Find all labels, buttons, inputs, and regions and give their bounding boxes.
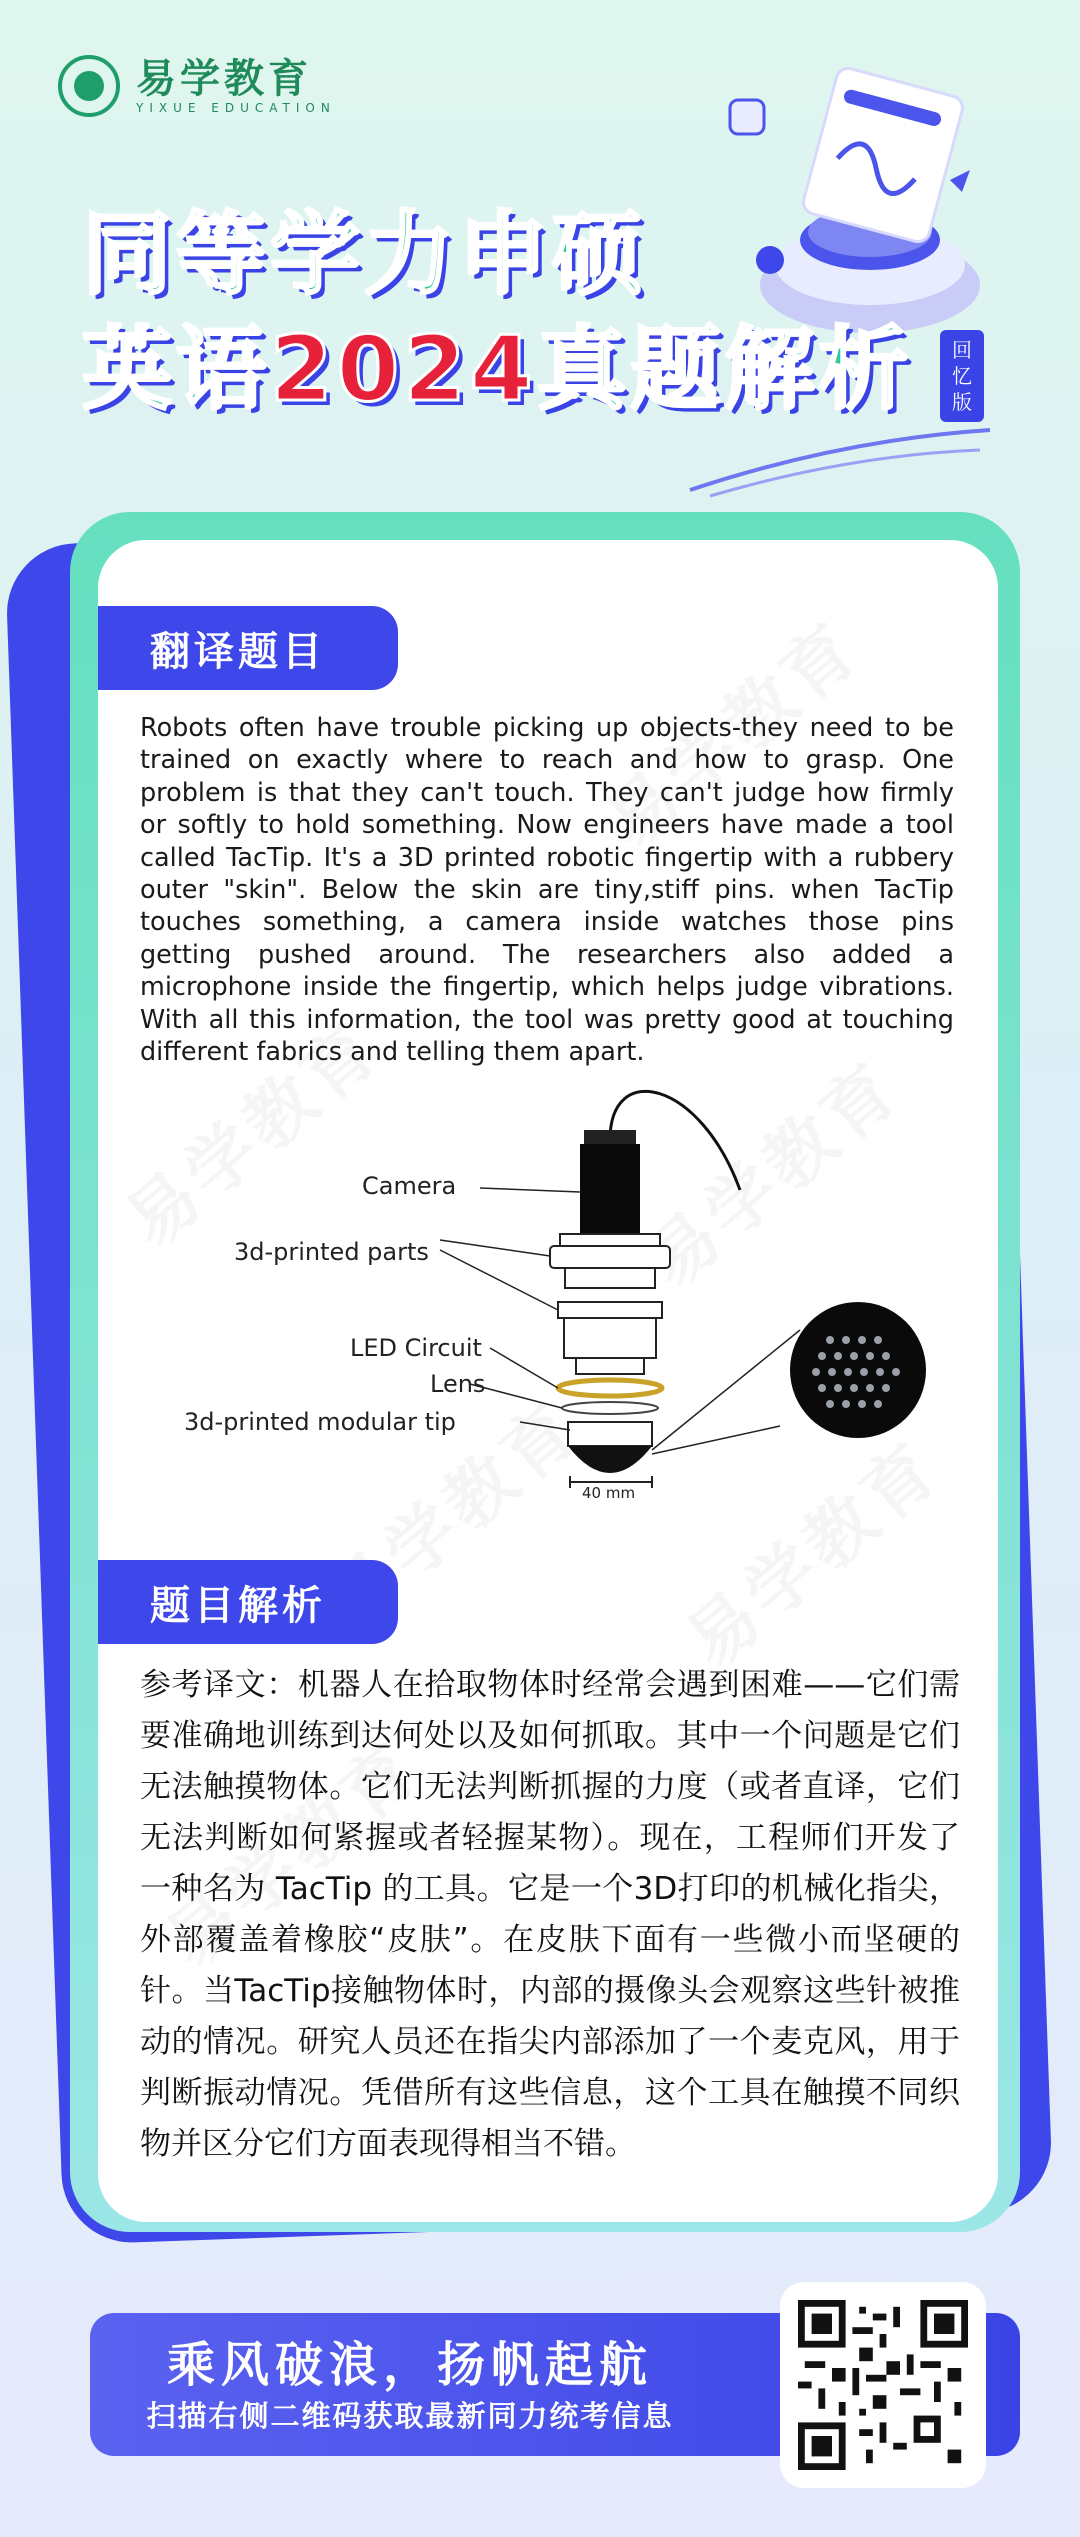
- swoosh-decoration-icon: [680, 420, 1000, 500]
- edition-badge: [940, 330, 984, 422]
- title-subject: 英语: [82, 317, 270, 422]
- english-passage: Robots often have trouble picking up objects-they need to be trained on exactly where to reach and how to grasp. One problem is that they can't touch. They can't judge how firmly or softly to hold something. Now engineers have made a tool called TacTip. It's a 3D printed robotic fingertip with a rubbery outer "skin". Below the skin are tiny,stiff pins. when TacTip touches something, a camera inside watches those pins getting pushed around. The researchers also added a microphone inside the fingertip, which helps judge vibrations. With all this information, the tool was pretty good at touching different fabrics and telling them apart.: [140, 713, 954, 1068]
- title-year: 2024: [270, 317, 537, 422]
- brand-emblem-icon: [58, 55, 120, 117]
- label-modular-tip: 3d-printed modular tip: [184, 1408, 456, 1436]
- label-scale: 40 mm: [582, 1484, 636, 1502]
- title-suffix: 真题解析: [536, 317, 913, 422]
- brand-text: [136, 57, 336, 115]
- label-printed-parts: 3d-printed parts: [234, 1238, 429, 1266]
- edition-char: 回: [952, 338, 972, 362]
- qr-code[interactable]: [780, 2282, 986, 2488]
- qr-code-icon: [798, 2300, 968, 2470]
- tactip-diagram-drawing: [140, 1070, 960, 1510]
- label-camera: Camera: [362, 1172, 457, 1200]
- edition-char: 版: [952, 390, 972, 414]
- label-lens: Lens: [430, 1370, 486, 1398]
- brand-name-cn: 易学教育: [136, 56, 312, 102]
- section-translate-title: 翻译题目: [98, 606, 398, 690]
- label-led-circuit: LED Circuit: [350, 1334, 482, 1362]
- page-title-line1: 同等学力申硕: [82, 202, 646, 307]
- chinese-translation: 参考译文：机器人在拾取物体时经常会遇到困难——它们需要准确地训练到达何处以及如何抓取。其中一个问题是它们无法触摸物体。它们无法判断抓握的力度（或者直译，它们无法判断如何紧握或者轻握某物）。现在，工程师们开发了一种名为 TacTip 的工具。它是一个3D打印的机械化指尖，外部覆盖着橡胶“皮肤”。在皮肤下面有一些微小而坚硬的针。当TacTip接触物体时，内部的摄像头会观察这些针被推动的情况。研究人员还在指尖内部添加了一个麦克风，用于判断振动情况。凭借所有这些信息，这个工具在触摸不同织物并区分它们方面表现得相当不错。: [140, 1667, 960, 2162]
- footer-subtitle: 扫描右侧二维码获取最新同力统考信息: [146, 2399, 674, 2433]
- tactip-diagram: [140, 1070, 960, 1510]
- section-analysis-title: 题目解析: [98, 1560, 398, 1644]
- footer-slogan: 乘风破浪，扬帆起航: [166, 2337, 653, 2393]
- brand-logo: [58, 55, 336, 117]
- page-title-line2: [82, 317, 913, 422]
- brand-name-en: YIXUE EDUCATION: [136, 101, 336, 115]
- edition-char: 忆: [952, 364, 972, 388]
- document-illustration-icon: [700, 60, 1020, 350]
